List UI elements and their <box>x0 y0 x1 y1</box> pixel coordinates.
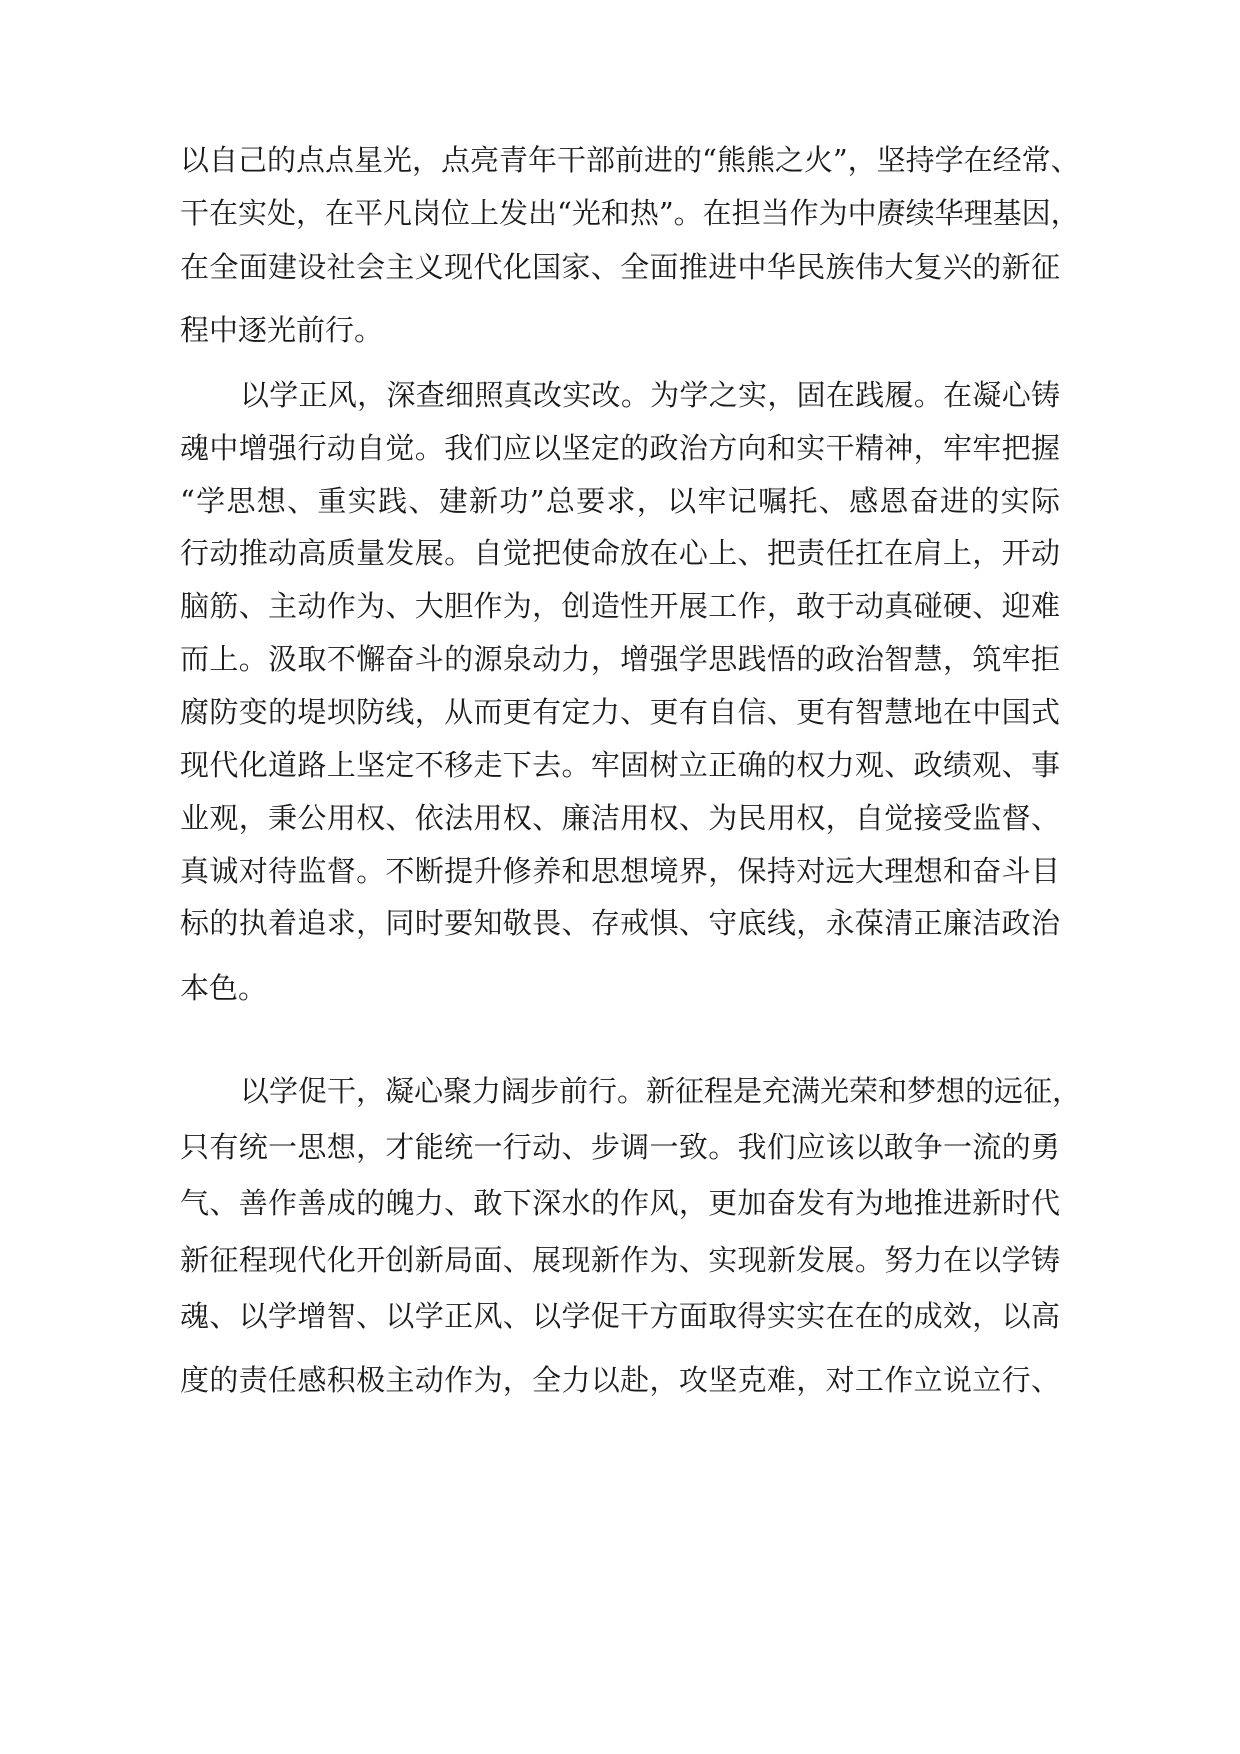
text-line: 以学正风，深查细照真改实改。为学之实，固在践履。在凝心铸 <box>240 378 1060 412</box>
text-line: 程中逐光前行。 <box>180 313 384 347</box>
text-line: “学思想、重实践、建新功”总要求，以牢记嘱托、感恩奋进的实际 <box>180 484 1060 518</box>
text-line: 以自己的点点星光，点亮青年干部前进的“熊熊之火”，坚持学在经常、 <box>180 143 1080 177</box>
text-line: 魂、以学增智、以学正风、以学促干方面取得实实在在的成效，以高 <box>180 1299 1060 1333</box>
text-line: 标的执着追求，同时要知敬畏、存戒惧、守底线，永葆清正廉洁政治 <box>180 906 1060 940</box>
text-line: 魂中增强行动自觉。我们应以坚定的政治方向和实干精神，牢牢把握 <box>180 431 1060 465</box>
text-line: 腐防变的堤坝防线，从而更有定力、更有自信、更有智慧地在中国式 <box>180 695 1060 729</box>
text-line: 现代化道路上坚定不移走下去。牢固树立正确的权力观、政绩观、事 <box>180 748 1060 782</box>
text-line: 脑筋、主动作为、大胆作为，创造性开展工作，敢于动真碰硬、迎难 <box>180 589 1060 623</box>
text-line: 气、善作善成的魄力、敢下深水的作风，更加奋发有为地推进新时代 <box>180 1186 1060 1220</box>
text-line: 真诚对待监督。不断提升修养和思想境界，保持对远大理想和奋斗目 <box>180 854 1060 888</box>
text-line: 在全面建设社会主义现代化国家、全面推进中华民族伟大复兴的新征 <box>180 250 1060 284</box>
text-line: 本色。 <box>180 971 268 1005</box>
text-line: 而上。汲取不懈奋斗的源泉动力，增强学思践悟的政治智慧，筑牢拒 <box>180 642 1060 676</box>
text-line: 只有统一思想，才能统一行动、步调一致。我们应该以敢争一流的勇 <box>180 1130 1060 1164</box>
text-line: 干在实处，在平凡岗位上发出“光和热”。在担当作为中赓续华理基因， <box>180 196 1080 230</box>
text-line: 业观，秉公用权、依法用权、廉洁用权、为民用权，自觉接受监督、 <box>180 801 1060 835</box>
text-line: 度的责任感积极主动作为，全力以赴，攻坚克难，对工作立说立行、 <box>180 1363 1060 1397</box>
text-line: 以学促干，凝心聚力阔步前行。新征程是充满光荣和梦想的远征， <box>240 1074 1082 1108</box>
text-line: 行动推动高质量发展。自觉把使命放在心上、把责任扛在肩上，开动 <box>180 536 1060 570</box>
text-line: 新征程现代化开创新局面、展现新作为、实现新发展。努力在以学铸 <box>180 1243 1060 1277</box>
